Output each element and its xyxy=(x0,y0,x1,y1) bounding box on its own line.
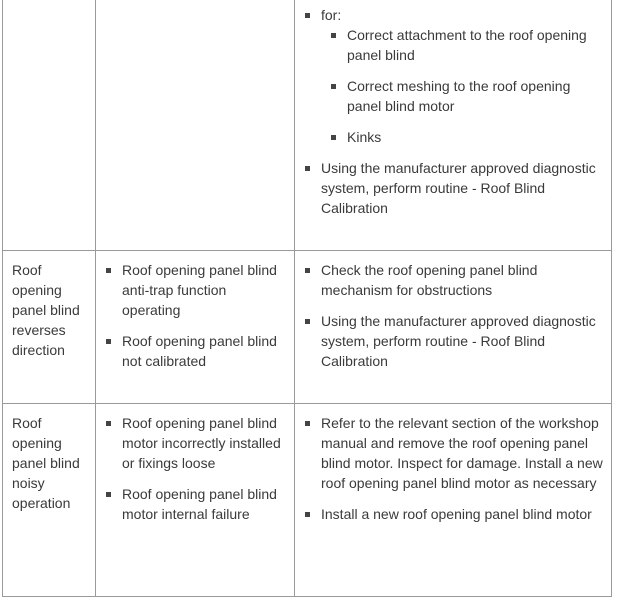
action-item-continued xyxy=(303,5,603,147)
row2-actions-cell xyxy=(303,260,603,371)
sub-item: Correct meshing to the roof opening panel blind motor xyxy=(321,76,603,116)
row-divider-1 xyxy=(2,250,612,251)
table-border-left xyxy=(2,0,3,597)
action-lead-text: for: xyxy=(321,7,342,23)
symptom-text: Roof opening panel blind reverses direction xyxy=(12,262,80,358)
row2-causes-cell xyxy=(104,260,284,371)
action-item: Using the manufacturer approved diagnostic system, perform routine - Roof Blind Calibration xyxy=(303,158,603,218)
cause-item: Roof opening panel blind motor incorrectly installed or fixings loose xyxy=(104,413,284,473)
table-border-col1 xyxy=(95,0,96,597)
row1-actions-cell xyxy=(303,5,603,218)
action-item: Install a new roof opening panel blind motor xyxy=(303,504,603,524)
sub-item: Correct attachment to the roof opening panel blind xyxy=(321,25,603,65)
action-item: Refer to the relevant section of the workshop manual and remove the roof opening panel blind motor. Inspect for damage. Install a new roof opening panel blind motor as necessary xyxy=(303,413,603,493)
table-border-right xyxy=(611,0,612,597)
row3-causes-cell xyxy=(104,413,284,524)
symptom-text: Roof opening panel blind noisy operation xyxy=(12,415,80,511)
cause-item: Roof opening panel blind anti-trap function operating xyxy=(104,260,284,320)
cause-item: Roof opening panel blind not calibrated xyxy=(104,331,284,371)
sub-item: Kinks xyxy=(321,127,603,147)
row2-symptom-cell xyxy=(12,260,88,360)
table-border-col2 xyxy=(294,0,295,597)
action-item: Check the roof opening panel blind mechanism for obstructions xyxy=(303,260,603,300)
action-item: Using the manufacturer approved diagnostic system, perform routine - Roof Blind Calibration xyxy=(303,311,603,371)
cause-item: Roof opening panel blind motor internal failure xyxy=(104,484,284,524)
table-border-bottom xyxy=(2,596,612,597)
row3-actions-cell xyxy=(303,413,603,524)
row3-symptom-cell xyxy=(12,413,88,513)
row-divider-2 xyxy=(2,403,612,404)
